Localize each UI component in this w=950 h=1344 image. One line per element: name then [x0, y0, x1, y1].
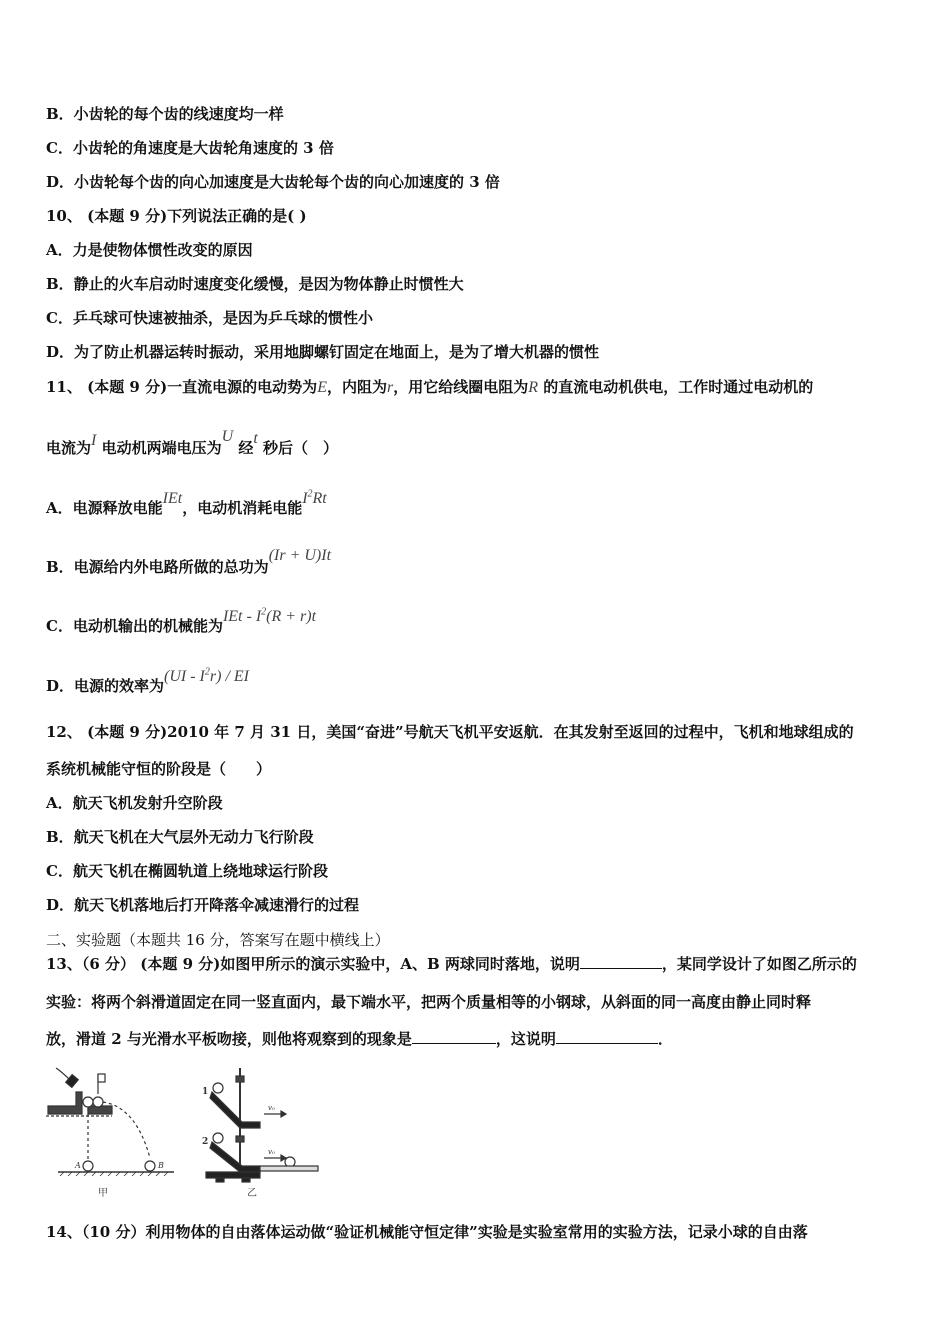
q11-option-b: B．电源给内外电路所做的总功为(Ir + U)It [46, 547, 332, 576]
clamp-1 [236, 1076, 244, 1082]
answer-blank-3[interactable] [556, 1029, 658, 1044]
ball-track-1 [213, 1083, 223, 1093]
figure-jia [46, 1068, 174, 1176]
q12-option-c: C．航天飞机在椭圆轨道上绕地球运行阶段 [46, 862, 328, 880]
clamp-2 [236, 1136, 244, 1142]
symbol-u: U [221, 428, 234, 445]
q11-stem-line1: 11、 (本题 9 分)一直流电源的电动势为E，内阻为r，用它给线圈电阻为R 的直流电动机供电，工作时通过电动机的 [46, 378, 814, 396]
label-a: A [75, 1161, 81, 1170]
label-b: B [158, 1161, 164, 1170]
figure-label-jia: 甲 [98, 1188, 108, 1199]
formula-i2rt: $I^2Rt$ [302, 488, 327, 507]
q10-stem: 10、 (本题 9 分)下列说法正确的是( ) [46, 207, 307, 225]
answer-blank-1[interactable] [580, 954, 662, 969]
clamp-left [48, 1092, 82, 1114]
smooth-board [260, 1166, 318, 1171]
ball-b-top [93, 1097, 103, 1107]
symbol-i: I [91, 432, 97, 449]
figure-yi [206, 1068, 318, 1182]
q12-stem-line2: 系统机械能守恒的阶段是（ ） [46, 760, 272, 778]
q11-stem-line2: 电流为I 电动机两端电压为U 经t 秒后（ ） [46, 428, 339, 457]
q10-option-a: A．力是使物体惯性改变的原因 [46, 241, 253, 259]
track-2 [210, 1142, 260, 1172]
q11-option-d: D．电源的效率为$(UI - I^2r)$ / EI [46, 666, 249, 695]
track-1 [210, 1092, 260, 1128]
q10-option-d: D．为了防止机器运转时振动，采用地脚螺钉固定在地面上，是为了增大机器的惯性 [46, 343, 600, 361]
base-foot-2 [242, 1178, 250, 1182]
q11-option-c: C．电动机输出的机械能为IEt - $I^2(R + r)t$ [46, 606, 317, 635]
q12-option-d: D．航天飞机落地后打开降落伞减速滑行的过程 [46, 896, 360, 914]
symbol-R: R [528, 379, 539, 396]
ball-track-2 [213, 1133, 223, 1143]
hammer-head [66, 1075, 79, 1088]
q12-stem-line1: 12、 (本题 9 分)2010 年 7 月 31 日，美国“奋进”号航天飞机平安返航．在其发射至返回的过程中，飞机和地球组成的 [46, 723, 854, 741]
q13-line1: 13、（6 分） (本题 9 分)如图甲所示的演示实验中，A、B 两球同时落地，说明 ，某同学设计了如图乙所示的 [46, 955, 857, 973]
q9-option-b: B．小齿轮的每个齿的线速度均一样 [46, 105, 284, 123]
q13-line2: 实验：将两个斜滑道固定在同一竖直面内，最下端水平，把两个质量相等的小钢球，从斜面的同一高度由静止同时释 [46, 993, 812, 1011]
formula-iet: IEt [162, 490, 183, 507]
symbol-t: t [253, 430, 258, 447]
q10-option-c: C．乒乓球可快速被抽杀，是因为乒乓球的惯性小 [46, 309, 373, 327]
figure-label-yi: 乙 [247, 1188, 257, 1199]
flag [98, 1074, 105, 1082]
q14-line1: 14、（10 分）利用物体的自由落体运动做“验证机械能守恒定律”实验是实验室常用的实验方法，记录小球的自由落 [46, 1223, 808, 1241]
hammer-arm [56, 1068, 70, 1080]
answer-blank-2[interactable] [412, 1029, 496, 1044]
label-v0-2: v₀ [268, 1148, 275, 1156]
formula-efficiency: $(UI - I^2r)$ / EI [164, 666, 249, 685]
q13-line3: 放，滑道 2 与光滑水平板吻接，则他将观察到的现象是 ，这说明 ． [46, 1030, 673, 1048]
section-heading-experiment: 二、实验题（本题共 16 分，答案写在题中横线上） [46, 931, 390, 949]
symbol-e: E [317, 379, 327, 396]
q11-option-a: A．电源释放电能IEt，电动机消耗电能$I^2Rt$ [46, 488, 327, 517]
symbol-r: r [386, 379, 394, 396]
q12-option-b: B．航天飞机在大气层外无动力飞行阶段 [46, 828, 314, 846]
experiment-figures [46, 1062, 336, 1202]
formula-total-work: (Ir + U)It [268, 547, 332, 564]
ball-b-ground [145, 1161, 155, 1171]
q12-option-a: A．航天飞机发射升空阶段 [46, 794, 223, 812]
formula-mechanical-energy: IEt - $I^2(R + r)t$ [222, 606, 317, 625]
label-track-1: 1 [202, 1087, 209, 1097]
q9-option-c: C．小齿轮的角速度是大齿轮角速度的 3 倍 [46, 139, 334, 157]
stand-base [206, 1172, 260, 1178]
q9-option-d: D．小齿轮每个齿的向心加速度是大齿轮每个齿的向心加速度的 3 倍 [46, 173, 500, 191]
arrowhead-1 [281, 1111, 286, 1117]
base-foot-1 [216, 1178, 224, 1182]
q10-option-b: B．静止的火车启动时速度变化缓慢，是因为物体静止时惯性大 [46, 275, 464, 293]
label-track-2: 2 [202, 1137, 209, 1147]
ball-a-ground [83, 1161, 93, 1171]
ball-a-top [83, 1097, 93, 1107]
label-v0-1: v₀ [268, 1104, 275, 1112]
